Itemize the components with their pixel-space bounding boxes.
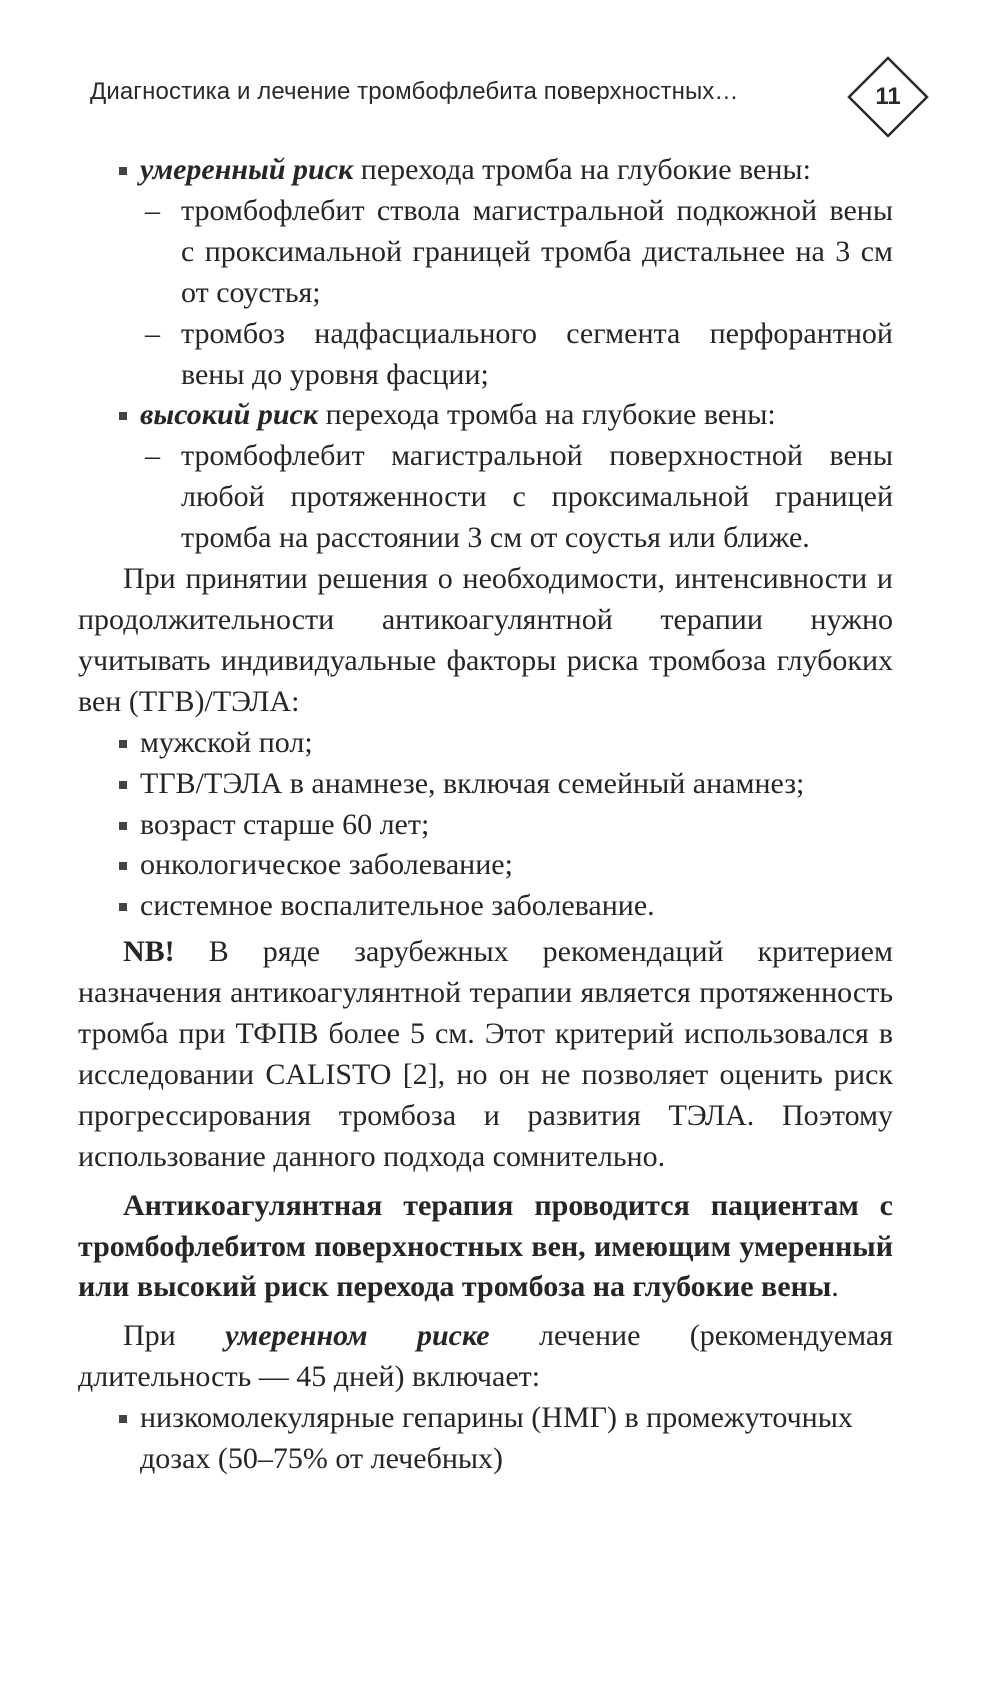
nb-text: В ряде зарубежных рекомендаций критерием назначения антикоагулянтной терапии является протяженность тромба при ТФПВ более 5 см. Этот критерий использовался в исследовании CALISTO [2], но он не позволяет оценить риск прогрессирования тромбоза и развития ТЭЛА. Поэтому использование данного подхода сомнительно. — [78, 935, 893, 1173]
risk-list — [78, 150, 893, 559]
page-number: 11 — [875, 83, 901, 110]
risk-factors-list — [78, 723, 893, 928]
risk-text-high: перехода тромба на глубокие вены: — [318, 398, 776, 432]
risk-item-moderate — [78, 150, 893, 191]
risk-factor-item: системное воспалительное заболевание. — [78, 886, 893, 927]
treatment-item: низкомолекулярные гепарины (НМГ) в промежуточных дозах (50–75% от лечебных) — [78, 1398, 893, 1480]
page-body — [78, 150, 893, 1480]
dash-item: – тромбоз надфасциального сегмента перфорантной вены до уровня фасции; — [78, 314, 893, 396]
risk-factor-item: мужской пол; — [78, 723, 893, 764]
key-statement-bold: Антикоагулянтная терапия проводится пациентам с тромбофлебитом поверхностных вен, имеющим умеренный или высокий риск перехода тромбоза на глубокие вены — [78, 1188, 893, 1304]
dash-item: – тромбофлебит магистральной поверхностной вены любой протяженности с проксимальной границей тромба на расстоянии 3 см от соустья или ближе. — [78, 436, 893, 559]
key-statement-paragraph — [78, 1186, 893, 1309]
running-header-title: Диагностика и лечение тромбофлебита поверхностных… — [90, 78, 739, 105]
dash-item: – тромбофлебит ствола магистральной подкожной вены с проксимальной границей тромба дистальнее на 3 см от соустья; — [78, 191, 893, 314]
risk-text-moderate: перехода тромба на глубокие вены: — [353, 153, 811, 186]
moderate-treatment-paragraph — [78, 1316, 893, 1398]
risk-term-moderate: умеренный риск — [140, 153, 354, 186]
risk-term-high: высокий риск — [140, 398, 319, 432]
key-statement-end: . — [831, 1270, 839, 1304]
nb-paragraph — [78, 932, 893, 1177]
moderate-treatment-prefix: При — [123, 1319, 226, 1353]
risk-factor-item: возраст старше 60 лет; — [78, 805, 893, 846]
moderate-treatment-term: умеренном риске — [225, 1319, 490, 1353]
page-number-badge — [847, 56, 929, 138]
moderate-treatment-text: лечение (рекомендуемая длительность — 45 дней) включает: — [78, 1319, 893, 1394]
risk-factor-item: ТГВ/ТЭЛА в анамнезе, включая семейный анамнез; — [78, 764, 893, 805]
treatment-list — [78, 1398, 893, 1480]
nb-label: NB! — [123, 935, 175, 969]
risk-item-high — [78, 395, 893, 436]
risk-factor-item: онкологическое заболевание; — [78, 845, 893, 886]
factors-intro-paragraph: При принятии решения о необходимости, интенсивности и продолжительности антикоагулянтной терапии нужно учитывать индивидуальные факторы риска тромбоза глубоких вен (ТГВ)/ТЭЛА: — [78, 562, 893, 718]
